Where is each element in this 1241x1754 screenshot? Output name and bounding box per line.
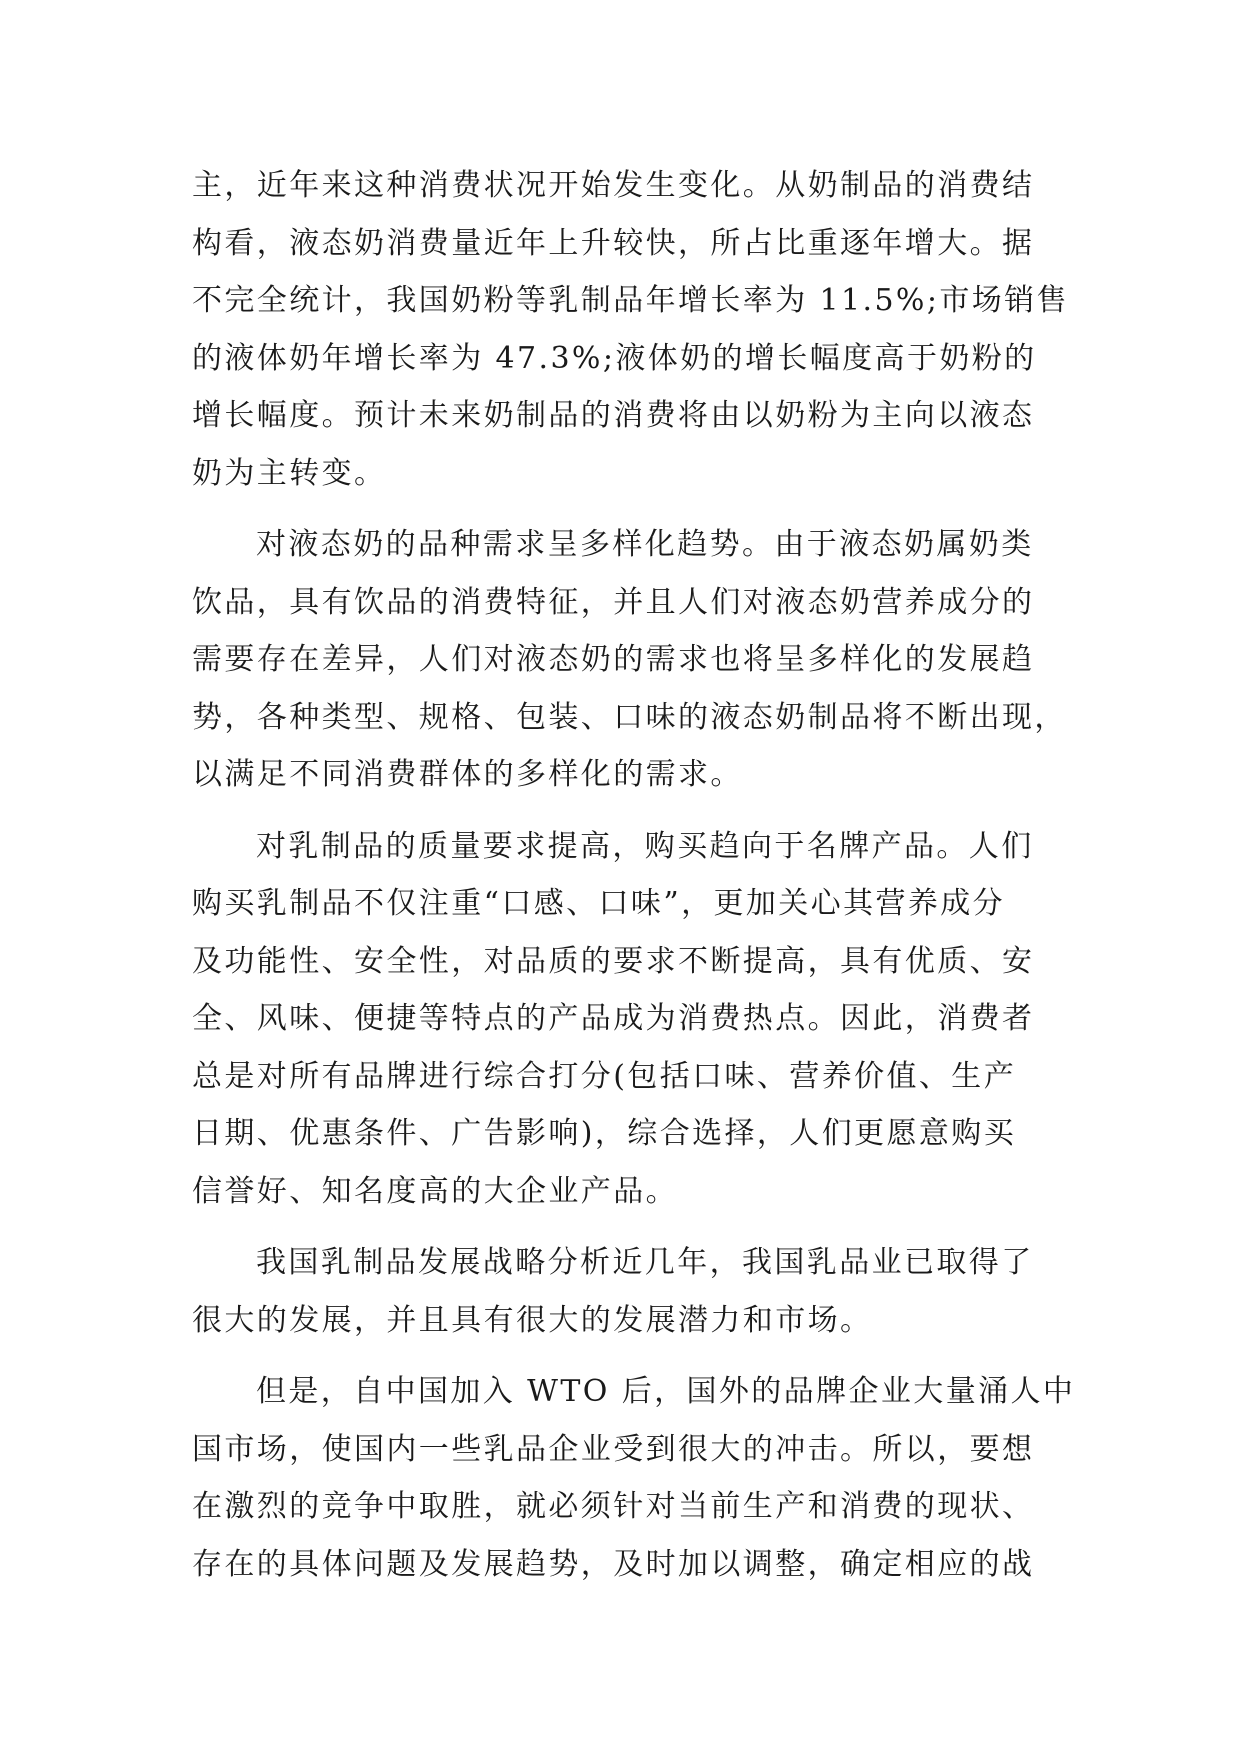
- paragraph-4: [192, 1234, 1062, 1349]
- text-line: 在激烈的竞争中取胜，就必须针对当前生产和消费的现状、: [192, 1489, 1035, 1524]
- text-line: 增长幅度。预计未来奶制品的消费将由以奶粉为主向以液态: [192, 398, 1035, 433]
- text-line: 很大的发展，并且具有很大的发展潜力和市场。: [192, 1302, 873, 1338]
- text-line: 势，各种类型、规格、包装、口味的液态奶制品将不断出现，: [192, 699, 1067, 735]
- text-line: 总是对所有品牌进行综合打分(包括口味、营养价值、生产: [192, 1058, 1017, 1094]
- text-line: 饮品，具有饮品的消费特征，并且人们对液态奶营养成分的: [192, 584, 1035, 620]
- paragraph-spacer: [192, 1220, 1062, 1234]
- text-line: 奶为主转变。: [192, 455, 387, 491]
- text-line: 全、风味、便捷等特点的产品成为消费热点。因此，消费者: [192, 1001, 1035, 1036]
- text-line: 信誉好、知名度高的大企业产品。: [192, 1173, 678, 1209]
- paragraph-spacer: [192, 804, 1062, 818]
- text-line: 以满足不同消费群体的多样化的需求。: [192, 757, 743, 792]
- text-line: 但是，自中国加入 WTO 后，国外的品牌企业大量涌人中: [256, 1374, 1076, 1409]
- text-line: 需要存在差异，人们对液态奶的需求也将呈多样化的发展趋: [192, 642, 1035, 677]
- text-line: 存在的具体问题及发展趋势，及时加以调整，确定相应的战: [192, 1546, 1035, 1582]
- text-line: 的液体奶年增长率为 47.3%;液体奶的增长幅度高于奶粉的: [192, 340, 1037, 376]
- text-line: 购买乳制品不仅注重“口感、口味”，更加关心其营养成分: [192, 886, 1006, 921]
- paragraph-spacer: [192, 502, 1062, 516]
- text-line: 不完全统计，我国奶粉等乳制品年增长率为 11.5%;市场销售: [192, 283, 1069, 318]
- paragraph-1: [192, 157, 1069, 502]
- paragraph-3: [192, 818, 1062, 1221]
- text-line: 对乳制品的质量要求提高，购买趋向于名牌产品。人们: [256, 828, 1034, 864]
- paragraph-5: [192, 1363, 1076, 1593]
- text-line: 国市场，使国内一些乳品企业受到很大的冲击。所以，要想: [192, 1431, 1035, 1467]
- text-line: 主，近年来这种消费状况开始发生变化。从奶制品的消费结: [192, 168, 1035, 203]
- text-line: 我国乳制品发展战略分析近几年，我国乳品业已取得了: [256, 1245, 1034, 1280]
- text-line: 及功能性、安全性，对品质的要求不断提高，具有优质、安: [192, 943, 1035, 979]
- text-line: 对液态奶的品种需求呈多样化趋势。由于液态奶属奶类: [256, 527, 1034, 562]
- paragraph-spacer: [192, 1349, 1062, 1363]
- document-body: [192, 157, 1076, 1593]
- paragraph-2: [192, 516, 1067, 804]
- text-line: 构看，液态奶消费量近年上升较快，所占比重逐年增大。据: [192, 225, 1035, 261]
- text-line: 日期、优惠条件、广告影响)，综合选择，人们更愿意购买: [192, 1116, 1017, 1151]
